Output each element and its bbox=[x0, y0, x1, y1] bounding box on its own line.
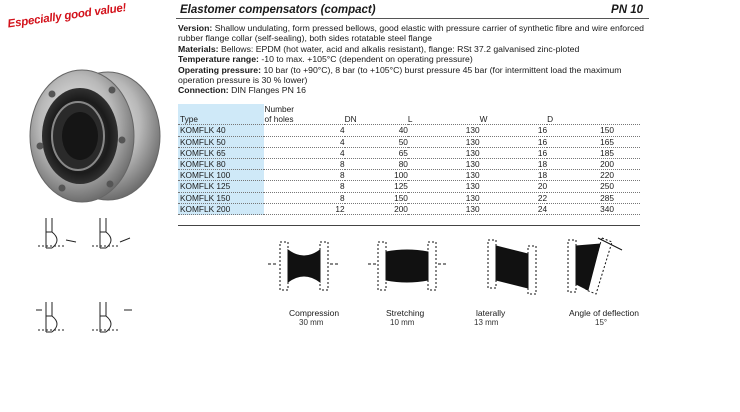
header-holes-line2: of holes bbox=[264, 114, 344, 125]
compression-diagram bbox=[268, 242, 340, 290]
header-w: W bbox=[480, 114, 548, 125]
lateral-diagram bbox=[488, 240, 536, 294]
table-row: KOMFLK 100 8 100 130 18 220 bbox=[178, 170, 640, 181]
table-row: KOMFLK 40 4 40 130 16 150 bbox=[178, 125, 640, 136]
table-row: KOMFLK 50 4 50 130 16 165 bbox=[178, 136, 640, 147]
table-row: KOMFLK 80 8 80 130 18 200 bbox=[178, 159, 640, 170]
pressure-rating: PN 10 bbox=[611, 4, 643, 16]
header-dn: DN bbox=[345, 114, 408, 125]
value-badge: Especially good value! bbox=[6, 1, 128, 31]
table-row: KOMFLK 65 4 65 130 16 185 bbox=[178, 147, 640, 158]
table-bottom-rule bbox=[178, 225, 640, 226]
header-type: Type bbox=[178, 114, 264, 125]
spec-materials: Materials: Bellows: EPDM (hot water, acid and alkalis resistant), flange: RSt 37.2 galvanised zinc-ploted bbox=[178, 43, 580, 54]
header-holes-line1: Number bbox=[264, 104, 294, 114]
spec-connection: Connection: DIN Flanges PN 16 bbox=[178, 85, 306, 96]
page-title: Elastomer compensators (compact) bbox=[180, 4, 376, 16]
table-row: KOMFLK 200 12 200 130 24 340 bbox=[178, 203, 640, 214]
header-l: L bbox=[408, 114, 480, 125]
spec-version: Version: Shallow undulating, form pressed bellows, good elastic with pressure carrier of synthetic fibre and wire enforced rubber flange collar (self-sealing), both sides rotatable steel flange bbox=[178, 23, 644, 44]
deflection-diagram bbox=[568, 238, 622, 294]
spec-pressure: Operating pressure: 10 bar (to +90°C), 8 bar (to +105°C) burst pressure 45 bar (for intermittent load the maximum operation pressure is 30 % lower) bbox=[178, 64, 622, 86]
table-row: KOMFLK 150 8 150 130 22 285 bbox=[178, 192, 640, 203]
spec-temperature: Temperature range: -10 to max. +105°C (dependent on operating pressure) bbox=[178, 54, 473, 65]
caption-deflection: Angle of deflection 15° bbox=[569, 308, 639, 327]
table-row: KOMFLK 125 8 125 130 20 250 bbox=[178, 181, 640, 192]
stretching-diagram bbox=[368, 242, 448, 290]
caption-compression: Compression 30 mm bbox=[289, 308, 340, 327]
dimension-sketch bbox=[36, 212, 136, 344]
title-bar bbox=[176, 4, 649, 19]
header-d: D bbox=[547, 114, 640, 125]
caption-lateral: laterally 13 mm bbox=[474, 308, 506, 327]
caption-stretching: Stretching 10 mm bbox=[386, 308, 425, 327]
compensator-photo bbox=[22, 60, 162, 208]
dimension-table bbox=[178, 104, 640, 215]
movement-diagrams bbox=[262, 236, 662, 296]
spec-text bbox=[178, 23, 653, 96]
